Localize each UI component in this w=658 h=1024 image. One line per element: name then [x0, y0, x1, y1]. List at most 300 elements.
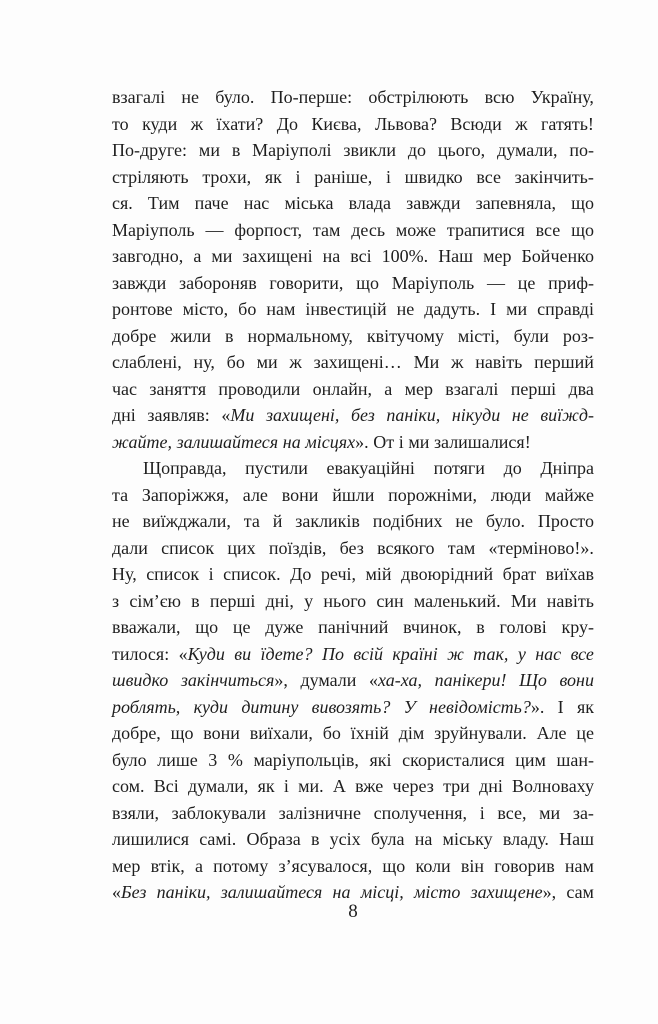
word: й [272, 511, 283, 531]
word: тилося: [112, 643, 170, 664]
word: швидко [112, 670, 169, 690]
word: Ми [413, 352, 440, 372]
word: вчинок, [403, 617, 462, 637]
word: — [487, 272, 505, 293]
word: нас [243, 193, 270, 213]
word: до [503, 458, 522, 478]
text-line [112, 349, 594, 376]
word: Маріуполь [391, 272, 475, 293]
word: було [112, 749, 147, 770]
text-line [112, 164, 594, 191]
word: — [205, 219, 224, 240]
word: перший [534, 352, 594, 372]
word: нас [535, 643, 562, 664]
word: без [339, 537, 364, 558]
word: лише [157, 749, 198, 770]
word: Києва, [311, 113, 362, 134]
word: за- [572, 802, 594, 823]
word: До [276, 113, 298, 134]
word: всякого [377, 537, 435, 558]
word: там [312, 219, 341, 240]
word: цього, [437, 140, 486, 160]
text-line [112, 429, 594, 456]
word: на [322, 246, 341, 266]
word: заняття [149, 378, 207, 399]
word: це [232, 617, 251, 637]
word: перші [209, 590, 256, 611]
word: та [112, 484, 129, 505]
word: у [304, 590, 314, 611]
word: ж [515, 113, 528, 134]
word: у [517, 643, 526, 664]
word: з’ясувалося, [278, 855, 373, 876]
word: владу. [502, 829, 549, 849]
word: подібних [372, 511, 443, 531]
word: ж [450, 352, 464, 372]
word: мій [365, 564, 392, 584]
word: евакуаційні [326, 458, 415, 478]
word: По-друге: [112, 140, 188, 160]
text-line [112, 376, 594, 403]
word: всю [484, 87, 515, 107]
word: все, [497, 802, 527, 823]
word: їдете? [260, 643, 313, 664]
word: кру- [561, 617, 594, 637]
word: Всі [153, 776, 179, 796]
word: приф- [548, 272, 594, 293]
word: на [332, 882, 351, 902]
word: жили [170, 325, 211, 346]
word: Наш [559, 829, 594, 849]
word: По [321, 643, 344, 664]
word: І [490, 299, 497, 319]
word: обстрілюють [368, 87, 469, 107]
word: завгодно, [112, 246, 184, 266]
word: куди [142, 113, 178, 134]
page-text [112, 84, 594, 906]
word: і [283, 776, 289, 796]
word: говорив [494, 855, 555, 876]
word: міська [284, 193, 334, 213]
word: стріляють [112, 166, 189, 187]
word: залізничне [278, 802, 361, 823]
word: було. [215, 87, 255, 107]
word: виїжд- [540, 405, 594, 425]
word: думали, [187, 776, 249, 796]
word: місцях». [305, 431, 369, 452]
word: список [146, 564, 200, 584]
word: місті, [457, 325, 500, 346]
word: панічний [318, 617, 389, 637]
word: бо [226, 352, 245, 372]
word: він [460, 855, 485, 876]
text-line [112, 137, 594, 164]
word: сполучення, [373, 802, 468, 823]
word: то [112, 113, 129, 134]
word: а [193, 246, 202, 266]
word: захищені… [313, 352, 402, 372]
word: До [290, 564, 312, 584]
word: двоюрідний [401, 564, 494, 584]
word: порожніми, [388, 484, 477, 505]
word: ми [256, 352, 278, 372]
word: бо [238, 299, 257, 319]
word: вони [281, 484, 319, 505]
text-line [112, 826, 594, 853]
word: трохи, [202, 166, 252, 187]
word: Просто [537, 511, 594, 531]
text-line [112, 667, 594, 694]
word: дуже [265, 617, 304, 637]
word: виїхали, [249, 723, 313, 743]
word: А [332, 776, 346, 796]
word: завжди [112, 272, 167, 293]
word: як [576, 696, 594, 717]
word: їхній [350, 723, 389, 743]
word: дали [112, 537, 148, 558]
word: навіть [546, 590, 594, 611]
word: всі [350, 246, 372, 266]
word: не [511, 405, 529, 425]
word: голові [499, 617, 547, 637]
word: справді [537, 299, 594, 319]
word: трапитися [446, 219, 525, 240]
word: були [513, 325, 549, 346]
word: Волноваху [512, 776, 594, 796]
word: мер [404, 378, 433, 399]
word: все [476, 166, 501, 187]
word: ж [447, 643, 464, 664]
word: маленький. [413, 590, 501, 611]
word: ну, [193, 352, 215, 372]
word: ж [289, 352, 302, 372]
word: може [395, 219, 437, 240]
word: їхати? [216, 113, 264, 134]
word: поїздів, [268, 537, 327, 558]
word: ся. [112, 193, 133, 213]
text-line [112, 296, 594, 323]
word: панікери! [434, 670, 507, 690]
word: Ми [510, 590, 537, 611]
word: а [384, 378, 393, 399]
word: місці, [360, 882, 404, 902]
word: що [571, 219, 594, 240]
word: От [373, 431, 395, 452]
word: ми [539, 802, 561, 823]
word: список. [223, 564, 281, 584]
word: форпост, [234, 219, 303, 240]
word: до [407, 140, 427, 160]
word: без [350, 405, 375, 425]
word: Маріуполь [112, 219, 195, 240]
word: слаблені, [112, 352, 182, 372]
word: вони [559, 670, 594, 690]
word: куди [193, 696, 229, 717]
word: по- [569, 140, 594, 160]
word: Маріуполі [252, 140, 332, 160]
word: два [568, 378, 594, 399]
text-line [112, 720, 594, 747]
text-line [112, 455, 594, 482]
word: ми. [298, 776, 324, 796]
word: взагалі [112, 87, 166, 107]
word: сам [566, 882, 594, 902]
word: ви [234, 643, 252, 664]
word: як [257, 776, 275, 796]
text-line [112, 747, 594, 774]
word: шан- [556, 749, 594, 770]
text-line [112, 694, 594, 721]
word: дадуть. [424, 299, 481, 319]
word: «терміново!». [488, 537, 594, 558]
text-line [112, 323, 594, 350]
word: все [570, 643, 594, 664]
word: інвестицій [305, 299, 387, 319]
text-line [112, 243, 594, 270]
word: всій [353, 643, 383, 664]
word: думали [300, 670, 357, 690]
word: ми [211, 246, 233, 266]
word: і [385, 166, 391, 187]
word: закінчиться», [180, 670, 288, 690]
word: дні [112, 405, 136, 425]
word: ж [190, 113, 204, 134]
word: що [356, 272, 379, 293]
page-number: 8 [348, 901, 358, 922]
word: гатять! [541, 113, 594, 134]
word: ми [506, 299, 528, 319]
word: паче [194, 193, 229, 213]
word: Україну, [530, 87, 594, 107]
word: квітучому [366, 325, 444, 346]
word: забороняв [179, 272, 257, 293]
text-line [112, 111, 594, 138]
word: в [191, 590, 200, 611]
word: та [243, 511, 260, 531]
word: взяли, [112, 802, 160, 823]
word: лишилися [112, 829, 189, 849]
word: невідомість?». [429, 696, 545, 717]
word: скористалися [402, 749, 505, 770]
word: залишалися! [433, 431, 531, 452]
word: які [369, 749, 392, 770]
word: заявляв: [147, 405, 210, 425]
word: коли [415, 855, 451, 876]
word: думали, [497, 140, 558, 160]
text-line [112, 614, 594, 641]
word: захищене», [470, 882, 557, 902]
text-line [112, 482, 594, 509]
word: Наш [438, 246, 474, 266]
text-line [112, 270, 594, 297]
word: люди [490, 484, 532, 505]
word: І [557, 696, 564, 717]
word: а [194, 855, 203, 876]
word: десь [351, 219, 386, 240]
word: що [382, 855, 406, 876]
word: Всюди [450, 113, 502, 134]
word: ронтове [112, 299, 173, 319]
word: дитину [241, 696, 299, 717]
word: Образа [246, 829, 301, 849]
word: вивозять? [311, 696, 391, 717]
word: дні, [265, 590, 294, 611]
word: Щоправда, [143, 458, 227, 478]
word: Що [519, 670, 547, 690]
word: як [264, 166, 282, 187]
word: що [195, 617, 219, 637]
word: нормальному, [247, 325, 353, 346]
word: паніки, [156, 882, 211, 902]
word: в [310, 829, 320, 849]
word: По-перше: [270, 87, 353, 107]
word: ми [408, 431, 430, 452]
word: дні [479, 776, 503, 796]
word: захищені [242, 246, 313, 266]
text-line [112, 561, 594, 588]
word: потяги [433, 458, 485, 478]
word: самі. [199, 829, 237, 849]
word: усіх [329, 829, 361, 849]
word: проводили [218, 378, 301, 399]
text-line [112, 217, 594, 244]
word: в [231, 140, 241, 160]
word: запевняла, [475, 193, 556, 213]
word: з [112, 590, 120, 611]
word: маріупольців, [253, 749, 359, 770]
word: не [455, 511, 473, 531]
word: але [242, 484, 268, 505]
word: мер [112, 855, 141, 876]
word: % [227, 749, 243, 770]
word: 3 [208, 749, 218, 770]
word: міську [442, 829, 493, 849]
word: було. [485, 511, 526, 531]
word: там [447, 537, 476, 558]
word: У [403, 696, 416, 717]
word: через [392, 776, 434, 796]
word: перші [510, 378, 557, 399]
word: і [208, 564, 214, 584]
text-line [112, 588, 594, 615]
word: пустили [245, 458, 308, 478]
word: вже [355, 776, 384, 796]
word: цим [515, 749, 546, 770]
text-line [112, 84, 594, 111]
word: «Куди [178, 643, 225, 664]
word: втік, [150, 855, 185, 876]
word: місто [413, 882, 461, 902]
text-line [112, 853, 594, 880]
text-line [112, 535, 594, 562]
word: брат [502, 564, 537, 584]
text-line [112, 402, 594, 429]
word: закінчить- [514, 166, 594, 187]
word: нам [564, 855, 594, 876]
word: речі, [320, 564, 357, 584]
word: ми [198, 140, 220, 160]
word: в [225, 325, 234, 346]
word: три [443, 776, 470, 796]
word: бо [322, 723, 341, 743]
word: заблокували [171, 802, 266, 823]
word: зруйнували. [434, 723, 527, 743]
word: країні [392, 643, 438, 664]
word: дім [398, 723, 425, 743]
word: говорити, [269, 272, 344, 293]
text-line [112, 773, 594, 800]
word: вони [203, 723, 240, 743]
word: захищені, [265, 405, 340, 425]
word: добре [112, 325, 157, 346]
word: була [370, 829, 405, 849]
word: виїхав [545, 564, 594, 584]
word: Бойченко [521, 246, 594, 266]
word: «Без [112, 882, 147, 902]
word: взагалі [445, 378, 499, 399]
word: онлайн, [312, 378, 372, 399]
word: не [112, 511, 130, 531]
word: не [396, 299, 415, 319]
word: на [282, 431, 301, 452]
text-line [112, 508, 594, 535]
word: це [517, 272, 536, 293]
word: раніше, [314, 166, 373, 187]
word: і [295, 166, 301, 187]
word: в [476, 617, 485, 637]
word: син [376, 590, 404, 611]
word: Але [536, 723, 567, 743]
word: завжди [406, 193, 461, 213]
word: що [571, 193, 594, 213]
word: роз- [562, 325, 594, 346]
word: «Ми [221, 405, 255, 425]
word: місто, [182, 299, 229, 319]
word: залишайтеся [220, 882, 323, 902]
word: так, [473, 643, 509, 664]
text-line [112, 641, 594, 668]
word: йшли [332, 484, 375, 505]
word: паніки, [386, 405, 441, 425]
word: влада [348, 193, 392, 213]
word: це [576, 723, 594, 743]
word: роблять, [112, 696, 181, 717]
word: звикли [343, 140, 397, 160]
word: вважали, [112, 617, 181, 637]
word: виїжджали, [142, 511, 231, 531]
word: на [414, 829, 433, 849]
word: Львова? [374, 113, 437, 134]
word: Запоріжжя, [141, 484, 229, 505]
word: сом. [112, 776, 145, 796]
word: потому [213, 855, 269, 876]
word: і [479, 802, 485, 823]
word: швидко [404, 166, 463, 187]
text-line [112, 190, 594, 217]
word: залишайтеся [176, 431, 279, 452]
text-line [112, 800, 594, 827]
word: і [398, 431, 404, 452]
word: навіть [475, 352, 523, 372]
word: Ну, [112, 564, 137, 584]
word: закликів [295, 511, 360, 531]
word: все [535, 219, 561, 240]
word: мер [483, 246, 512, 266]
word: час [112, 378, 138, 399]
word: добре, [112, 723, 161, 743]
word: список [161, 537, 215, 558]
word: нього [323, 590, 367, 611]
